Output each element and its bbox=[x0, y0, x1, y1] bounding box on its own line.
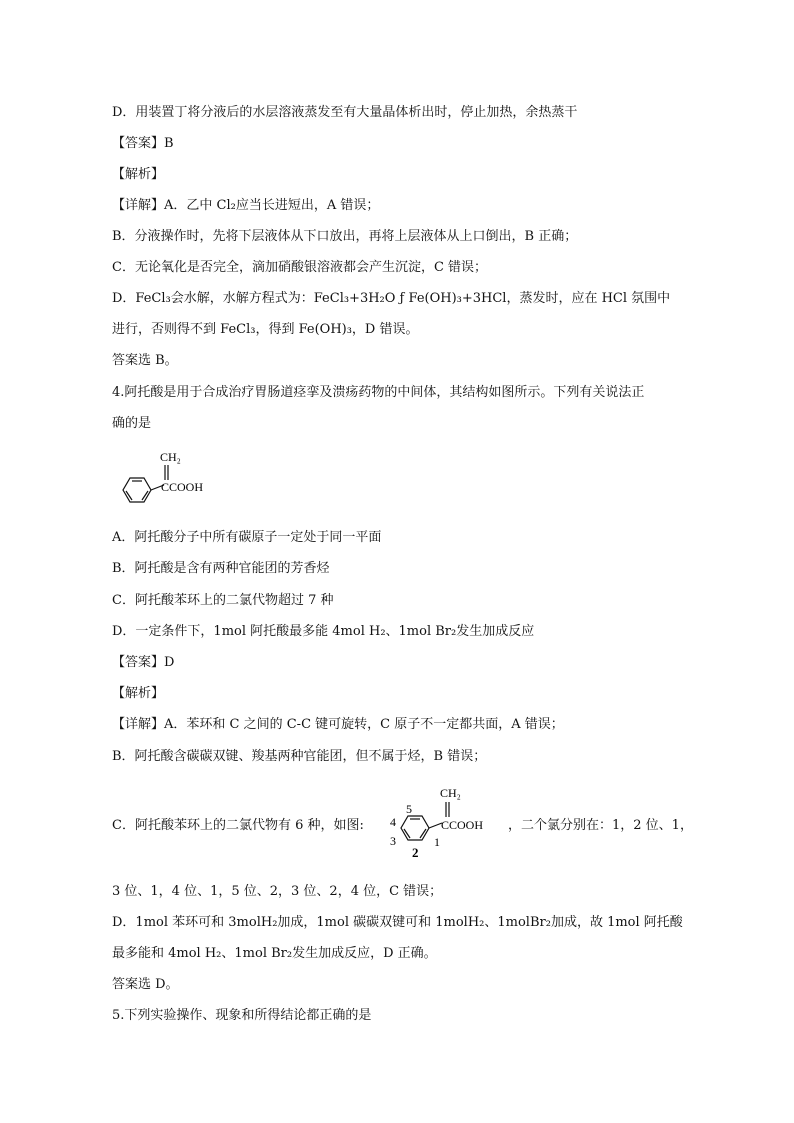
q4-choose: 答案选 D。 bbox=[112, 977, 179, 992]
atropic-acid-svg bbox=[112, 444, 222, 514]
position-5-label: 5 bbox=[406, 802, 412, 816]
q4-option-d: D．一定条件下，1mol 阿托酸最多能 4mol H₂、1mol Br₂发生加成反应 bbox=[112, 624, 535, 639]
q3-answer: 【答案】B bbox=[112, 136, 174, 151]
q3-choose: 答案选 B。 bbox=[112, 353, 178, 368]
q3-detail-d-line2: 进行，否则得不到 FeCl₃，得到 Fe(OH)₃，D 错误。 bbox=[112, 322, 419, 337]
q3-detail-d-line1: D．FeCl₃会水解，水解方程式为：FeCl₃+3H₂O ƒ Fe(OH)₃+3HCl，蒸发时，应在 HCl 氛围中 bbox=[112, 291, 671, 306]
q3-analysis-heading: 【解析】 bbox=[112, 167, 165, 182]
ccooh-label: CCOOH bbox=[161, 480, 204, 494]
q4-detail-b: B．阿托酸含碳碳双键、羧基两种官能团，但不属于烃，B 错误； bbox=[112, 749, 487, 764]
q4-stem-line2: 确的是 bbox=[112, 416, 152, 431]
q4-option-b: B．阿托酸是含有两种官能团的芳香烃 bbox=[112, 561, 330, 576]
position-1-label: 1 bbox=[434, 835, 440, 849]
position-2-label: 2 bbox=[412, 845, 419, 860]
numbered-ccooh-label: CCOOH bbox=[441, 818, 484, 832]
numbered-structure-svg bbox=[384, 780, 506, 862]
q4-option-c: C．阿托酸苯环上的二氯代物超过 7 种 bbox=[112, 593, 334, 608]
ch2-label: CH₂ bbox=[160, 450, 181, 464]
q4-detail-d-line2: 最多能和 4mol H₂、1mol Br₂发生加成反应，D 正确。 bbox=[112, 946, 437, 961]
q4-option-a: A．阿托酸分子中所有碳原子一定处于同一平面 bbox=[112, 530, 382, 545]
q4-detail-c-line1-tail: ，二个氯分别在：1，2 位、1， bbox=[508, 818, 693, 833]
q4-analysis-heading: 【解析】 bbox=[112, 686, 165, 701]
q4-answer: 【答案】D bbox=[112, 655, 175, 670]
numbered-ch2-label: CH₂ bbox=[440, 786, 461, 800]
position-4-label: 4 bbox=[390, 815, 396, 829]
atropic-acid-structure bbox=[112, 444, 222, 514]
position-3-label: 3 bbox=[390, 834, 396, 848]
q4-detail-a: 【详解】A．苯环和 C 之间的 C-C 键可旋转，C 原子不一定都共面，A 错误； bbox=[112, 717, 564, 732]
q3-option-d: D．用装置丁将分液后的水层溶液蒸发至有大量晶体析出时，停止加热，余热蒸干 bbox=[112, 105, 578, 120]
numbered-structure bbox=[384, 780, 506, 862]
q4-detail-c-line1: C．阿托酸苯环上的二氯代物有 6 种，如图: bbox=[112, 818, 364, 833]
q5-stem: 5.下列实验操作、现象和所得结论都正确的是 bbox=[112, 1008, 372, 1023]
q4-stem-line1: 4.阿托酸是用于合成治疗胃肠道痉挛及溃疡药物的中间体，其结构如图所示。下列有关说法正 bbox=[112, 385, 645, 400]
q3-detail-c: C．无论氧化是否完全，滴加硝酸银溶液都会产生沉淀，C 错误； bbox=[112, 260, 488, 275]
q3-detail-a: 【详解】A．乙中 Cl₂应当长进短出，A 错误； bbox=[112, 198, 380, 213]
q4-detail-d-line1: D．1mol 苯环可和 3molH₂加成，1mol 碳碳双键可和 1molH₂、1molBr₂加成，故 1mol 阿托酸 bbox=[112, 915, 683, 930]
q3-detail-b: B．分液操作时，先将下层液体从下口放出，再将上层液体从上口倒出，B 正确； bbox=[112, 229, 578, 244]
q4-detail-c-line2: 3 位、1，4 位、1，5 位、2，3 位、2，4 位，C 错误； bbox=[112, 884, 443, 899]
